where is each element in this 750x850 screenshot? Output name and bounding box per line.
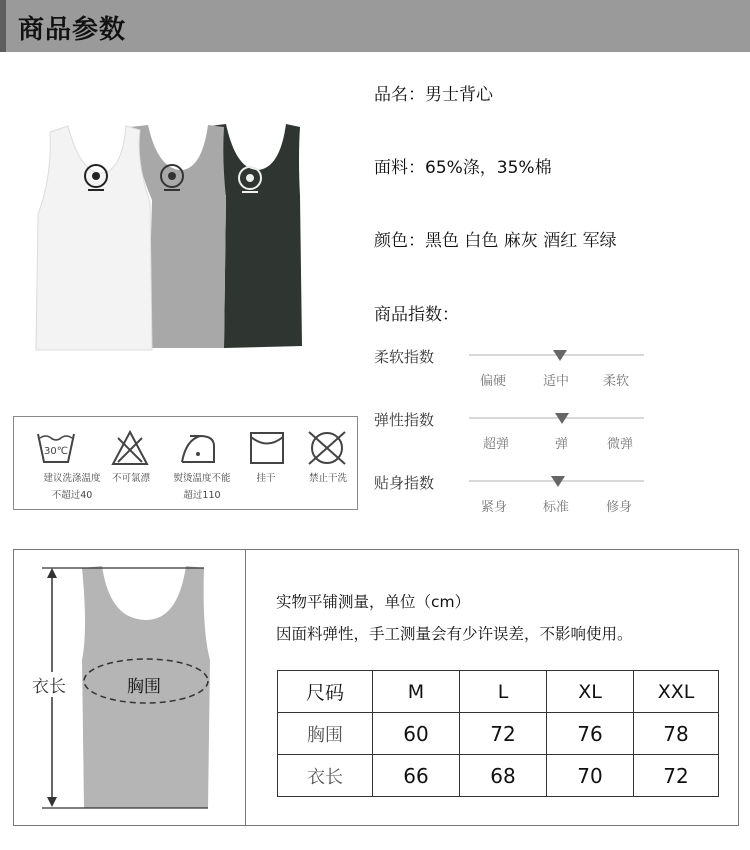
table-cell: 68 bbox=[460, 755, 547, 797]
table-cell: 76 bbox=[547, 713, 634, 755]
page-title: 商品参数 bbox=[18, 15, 127, 45]
fit-tick-low: 紧身 bbox=[481, 500, 508, 515]
iron-icon bbox=[176, 428, 220, 468]
table-cell: 60 bbox=[373, 713, 460, 755]
measure-note: 实物平铺测量，单位（cm） bbox=[276, 593, 471, 611]
softness-label: 柔软指数 bbox=[374, 348, 435, 366]
product-photo bbox=[30, 118, 310, 353]
elasticity-tick-mid: 弹 bbox=[555, 437, 569, 452]
header-accent-bar bbox=[0, 0, 6, 52]
fit-tick-high: 修身 bbox=[606, 500, 633, 515]
chest-label: 胸围 bbox=[127, 677, 161, 697]
care-label-wash: 建议洗涤温度 不超过40 bbox=[43, 473, 101, 501]
length-label: 衣长 bbox=[30, 672, 68, 697]
elasticity-indicator bbox=[555, 413, 569, 424]
table-row bbox=[278, 713, 719, 755]
table-header-cell: L bbox=[460, 671, 547, 713]
table-header-cell: XL bbox=[547, 671, 634, 713]
care-label-bleach: 不可氯漂 bbox=[111, 473, 150, 484]
elasticity-tick-low: 超弹 bbox=[483, 437, 510, 452]
white-tank-top bbox=[36, 126, 152, 350]
table-cell: 66 bbox=[373, 755, 460, 797]
no-dryclean-icon bbox=[304, 428, 350, 468]
table-cell: 72 bbox=[460, 713, 547, 755]
svg-text:30℃: 30℃ bbox=[44, 446, 68, 457]
wash-30-icon bbox=[36, 428, 76, 468]
size-section-divider bbox=[245, 549, 246, 826]
measure-disclaimer: 因面料弹性，手工测量会有少许误差，不影响使用。 bbox=[276, 625, 633, 643]
fit-label: 贴身指数 bbox=[374, 474, 435, 492]
product-colors: 颜色：黑色 白色 麻灰 酒红 军绿 bbox=[374, 231, 617, 251]
table-header-cell: M bbox=[373, 671, 460, 713]
softness-tick-high: 柔软 bbox=[603, 374, 630, 389]
care-label-iron: 熨烫温度不能 超过110 bbox=[173, 473, 231, 501]
fit-indicator bbox=[551, 476, 565, 487]
table-header-cell: 尺码 bbox=[278, 671, 373, 713]
care-label-hang: 挂干 bbox=[256, 473, 276, 484]
softness-tick-low: 偏硬 bbox=[480, 374, 507, 389]
product-name: 品名：男士背心 bbox=[374, 85, 493, 105]
softness-tick-mid: 适中 bbox=[543, 374, 570, 389]
index-title: 商品指数： bbox=[374, 305, 459, 325]
table-row bbox=[278, 755, 719, 797]
no-bleach-icon bbox=[110, 428, 150, 468]
table-cell: 衣长 bbox=[278, 755, 373, 797]
product-fabric: 面料：65%涤，35%棉 bbox=[374, 158, 552, 178]
softness-indicator bbox=[553, 350, 567, 361]
size-table bbox=[277, 670, 719, 797]
care-label-dryclean: 禁止干洗 bbox=[308, 473, 347, 484]
fit-tick-mid: 标准 bbox=[543, 500, 570, 515]
elasticity-label: 弹性指数 bbox=[374, 411, 435, 429]
table-cell: 胸围 bbox=[278, 713, 373, 755]
table-cell: 78 bbox=[634, 713, 719, 755]
table-header-cell: XXL bbox=[634, 671, 719, 713]
elasticity-tick-high: 微弹 bbox=[607, 437, 634, 452]
table-cell: 70 bbox=[547, 755, 634, 797]
table-header-row bbox=[278, 671, 719, 713]
table-cell: 72 bbox=[634, 755, 719, 797]
hang-dry-icon bbox=[248, 430, 286, 466]
